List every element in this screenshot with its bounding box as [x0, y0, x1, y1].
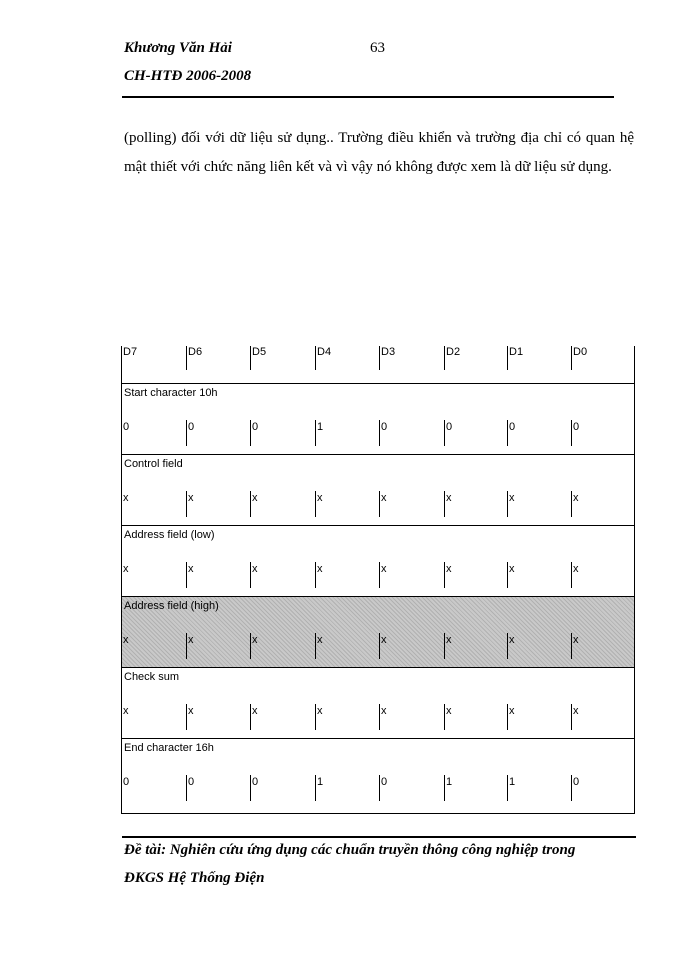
- bit-header: D2: [444, 346, 460, 370]
- bit-value: 0: [250, 775, 258, 801]
- bit-value: 0: [444, 420, 452, 446]
- bit-value: 1: [444, 775, 452, 801]
- bit-value: 0: [250, 420, 258, 446]
- bit-value: x: [186, 491, 194, 517]
- footer-thesis-title: Đề tài: Nghiên cứu ứng dụng các chuẩn truyền thông công nghiệp trong: [124, 842, 576, 858]
- bit-value: x: [444, 491, 452, 517]
- bit-value: 0: [379, 420, 387, 446]
- frame-field-end-character: [122, 739, 634, 810]
- bit-value: 0: [507, 420, 515, 446]
- bit-value: x: [123, 492, 129, 504]
- bit-value: x: [444, 633, 452, 659]
- bit-value: x: [250, 633, 258, 659]
- header-divider: [122, 96, 614, 98]
- bit-value: x: [571, 633, 579, 659]
- frame-field-address-high: [122, 597, 634, 668]
- bit-header: D5: [250, 346, 266, 370]
- field-label: Start character 10h: [124, 387, 218, 399]
- bit-header: D7: [123, 346, 138, 358]
- bit-header: D4: [315, 346, 331, 370]
- bit-value: 1: [507, 775, 515, 801]
- bit-value: x: [571, 491, 579, 517]
- bit-value: x: [379, 633, 387, 659]
- footer-thesis-title-cont: ĐKGS Hệ Thống Điện: [124, 870, 265, 886]
- bit-header: D1: [507, 346, 523, 370]
- bit-value: x: [507, 562, 515, 588]
- bit-value: 0: [186, 420, 194, 446]
- bit-value: 1: [315, 420, 323, 446]
- bit-value: x: [507, 704, 515, 730]
- bit-value: 0: [379, 775, 387, 801]
- header-course: CH-HTĐ 2006-2008: [124, 68, 252, 84]
- field-label: Check sum: [124, 671, 180, 683]
- bit-value: x: [379, 562, 387, 588]
- bit-value: x: [250, 491, 258, 517]
- bit-value: x: [379, 491, 387, 517]
- bit-header: D0: [571, 346, 587, 370]
- bit-value: x: [571, 562, 579, 588]
- bit-value: x: [315, 633, 323, 659]
- bit-value: x: [250, 704, 258, 730]
- bit-value: x: [379, 704, 387, 730]
- frame-field-control: [122, 455, 634, 526]
- bit-value: 0: [571, 775, 579, 801]
- bit-header: D6: [186, 346, 202, 370]
- bit-value: x: [315, 562, 323, 588]
- bit-value: x: [186, 704, 194, 730]
- bit-value: x: [123, 563, 129, 575]
- field-label: Address field (low): [124, 529, 215, 541]
- bit-value: 0: [186, 775, 194, 801]
- field-label: Address field (high): [124, 600, 219, 612]
- bit-value: 0: [123, 776, 130, 788]
- frame-field-address-low: [122, 526, 634, 597]
- bit-value: x: [315, 491, 323, 517]
- bit-value: x: [507, 633, 515, 659]
- frame-format-table: [121, 346, 635, 814]
- frame-field-start-character: [122, 384, 634, 455]
- frame-field-check-sum: [122, 668, 634, 739]
- footer-divider: [122, 836, 636, 838]
- bit-value: x: [444, 704, 452, 730]
- bit-value: 0: [123, 421, 130, 433]
- bit-value: 1: [315, 775, 323, 801]
- bit-value: 0: [571, 420, 579, 446]
- header-author: Khương Văn Hải: [124, 40, 232, 56]
- page-number: 63: [370, 40, 385, 56]
- bit-header-row: [122, 346, 634, 384]
- bit-value: x: [444, 562, 452, 588]
- field-label: Control field: [124, 458, 183, 470]
- bit-header: D3: [379, 346, 395, 370]
- bit-value: x: [571, 704, 579, 730]
- field-label: End character 16h: [124, 742, 214, 754]
- bit-value: x: [315, 704, 323, 730]
- bit-value: x: [123, 705, 129, 717]
- body-paragraph: (polling) đối với dữ liệu sử dụng.. Trường điều khiển và trường địa chỉ có quan hệ mật thiết với chức năng liên kết và vì vậy nó không được xem là dữ liệu sử dụng.: [124, 130, 634, 175]
- bit-value: x: [507, 491, 515, 517]
- bit-value: x: [123, 634, 129, 646]
- bit-value: x: [186, 633, 194, 659]
- bit-value: x: [250, 562, 258, 588]
- bit-value: x: [186, 562, 194, 588]
